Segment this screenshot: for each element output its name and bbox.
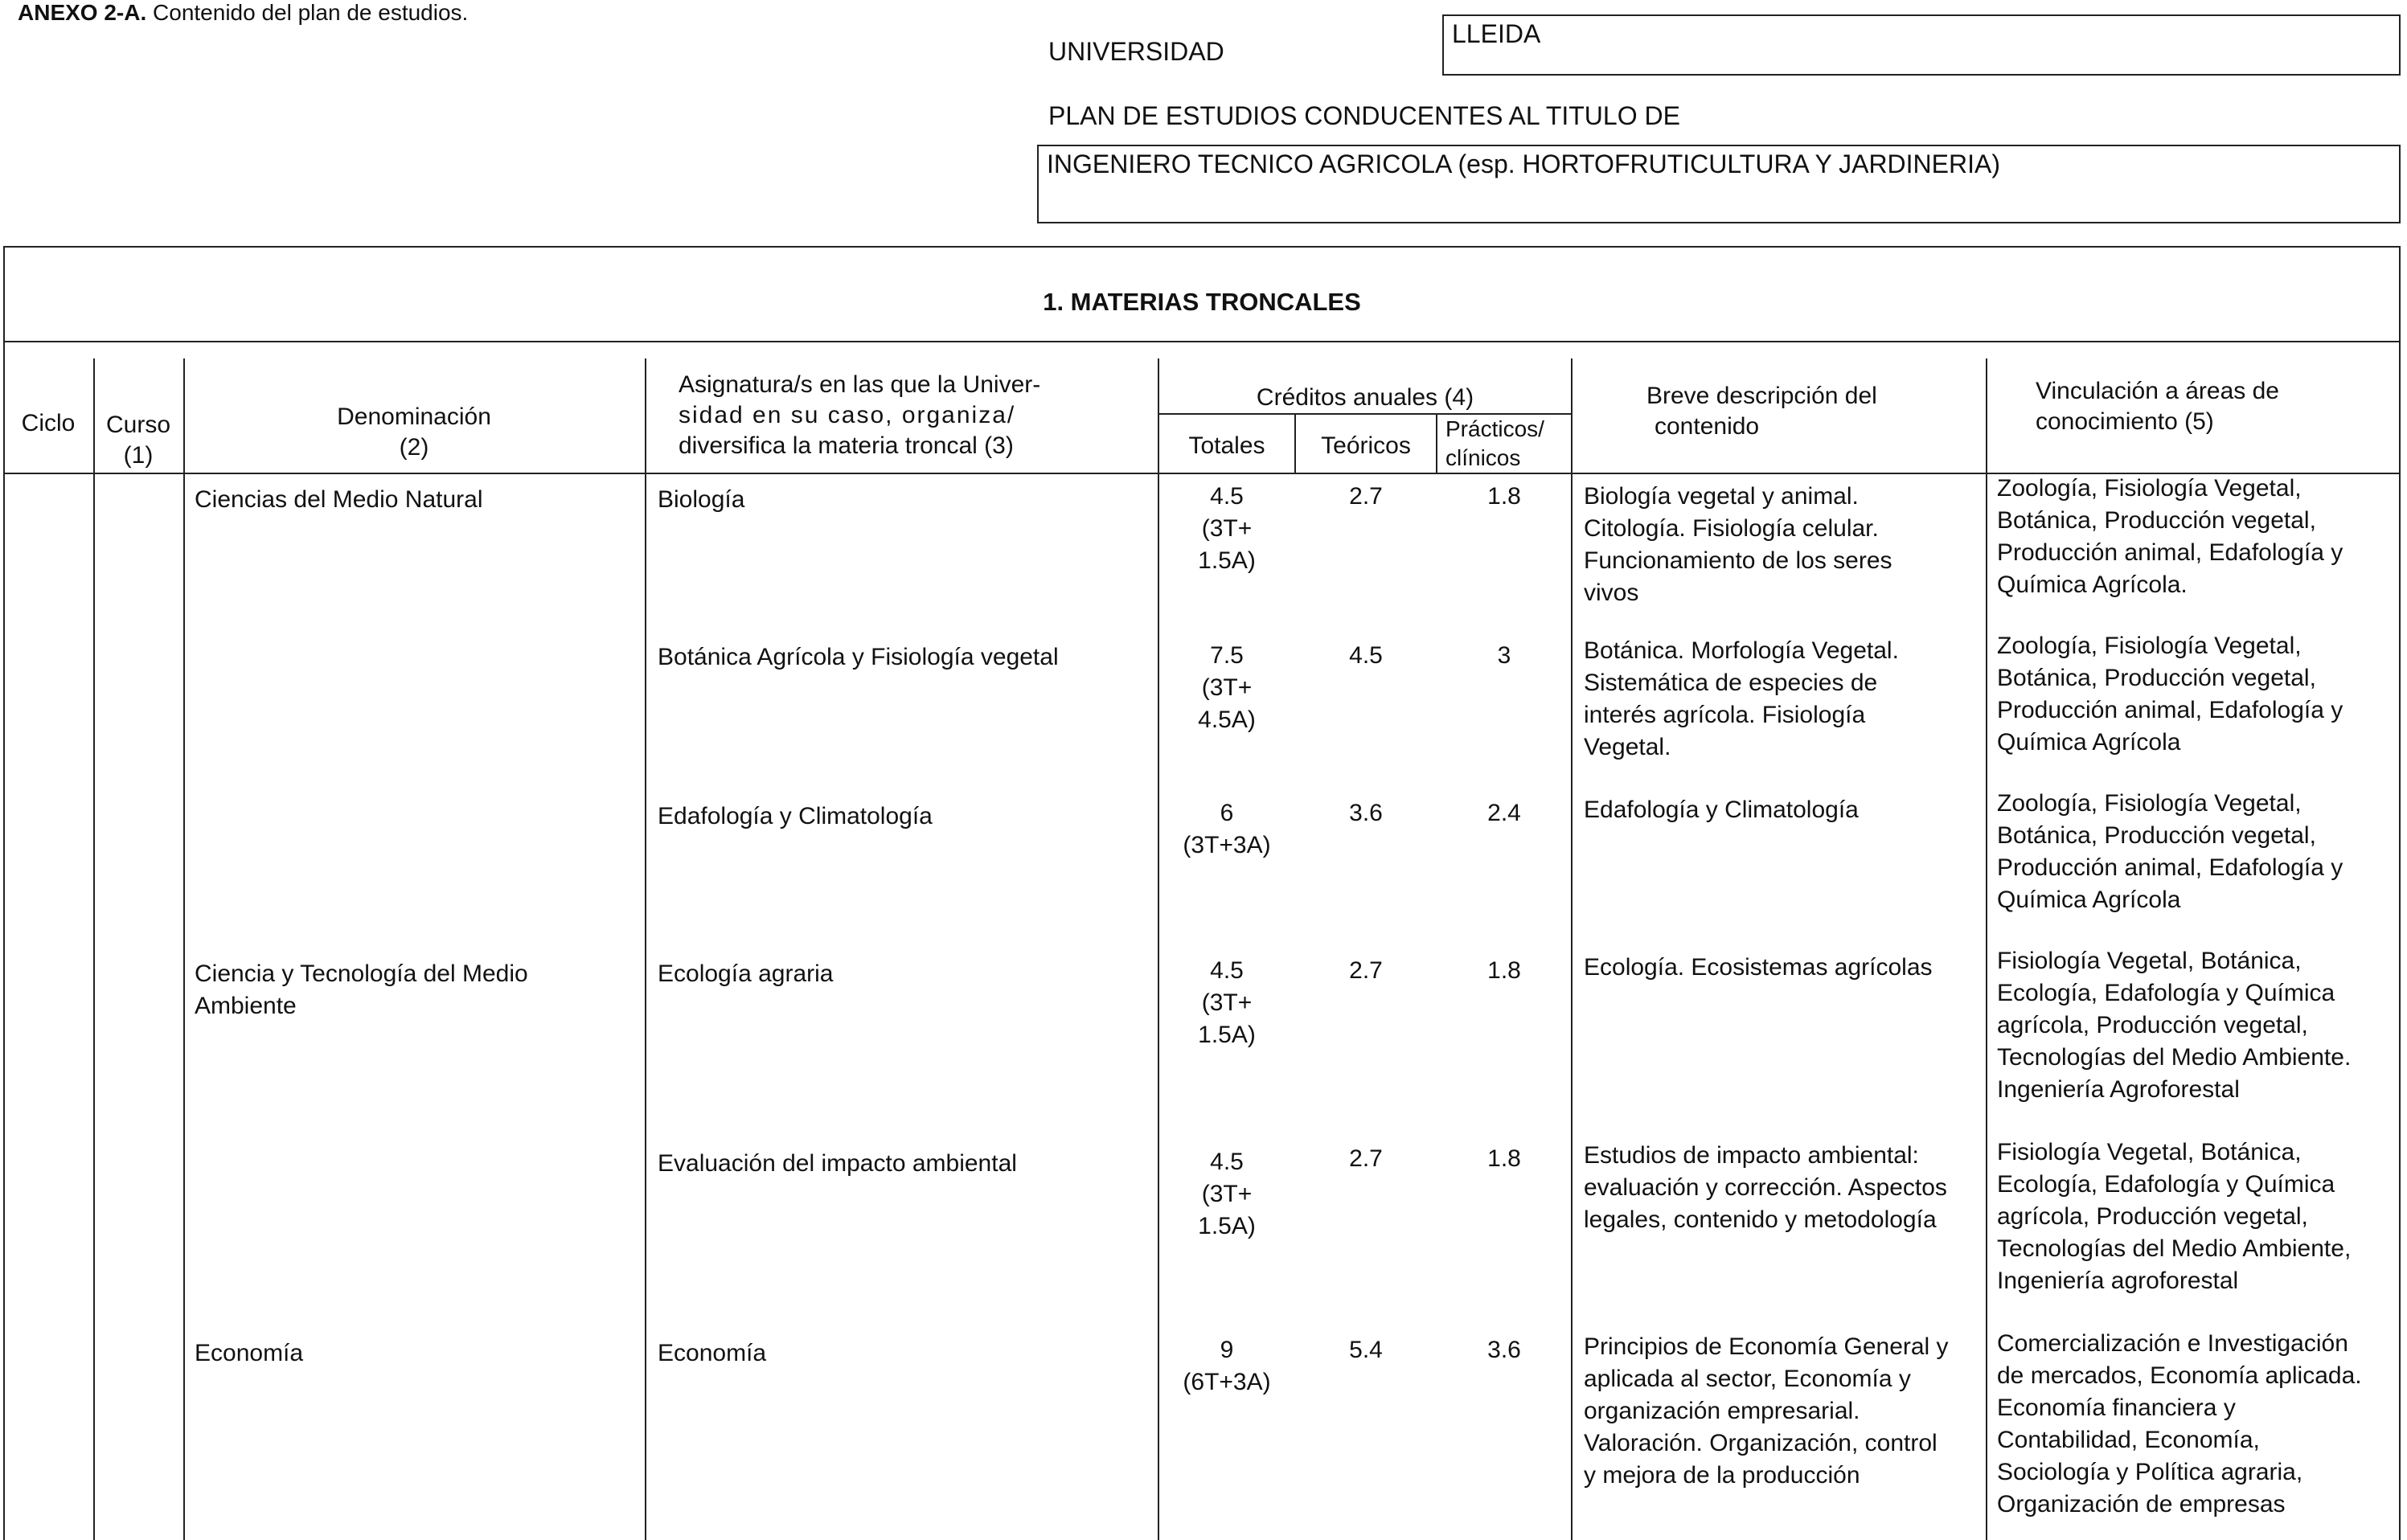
row-descripcion xyxy=(1584,952,1981,984)
cell-line: interés agrícola. Fisiología xyxy=(1584,702,1866,728)
cell-line: Química Agrícola. xyxy=(1997,571,2188,598)
cell-line: Fisiología Vegetal, Botánica, xyxy=(1997,948,2302,974)
row-denominacion xyxy=(195,1337,637,1370)
header-vinculacion xyxy=(2036,376,2389,437)
row-teoricos: 2.7 xyxy=(1349,483,1383,510)
cell-line: Química Agrícola xyxy=(1997,729,2181,756)
header-ciclo: Ciclo xyxy=(21,410,76,436)
universidad-value: LLEIDA xyxy=(1452,19,1541,48)
row-teoricos: 4.5 xyxy=(1349,642,1383,669)
header-denominacion-line: (2) xyxy=(399,434,429,461)
col-line-6-header xyxy=(1436,413,1437,474)
col-line-1 xyxy=(93,358,95,1540)
header-curso xyxy=(93,410,183,471)
row-vinculacion xyxy=(1997,473,2399,601)
cell-line: Ingeniería Agroforestal xyxy=(1997,1076,2240,1103)
cell-line: (6T+3A) xyxy=(1183,1369,1271,1395)
row-descripcion xyxy=(1584,481,1981,609)
row-vinculacion xyxy=(1997,945,2399,1106)
title-divider xyxy=(3,341,2401,342)
cell-line: Citología. Fisiología celular. xyxy=(1584,515,1879,542)
cell-line: Sistemática de especies de xyxy=(1584,670,1878,696)
cell-line: Zoología, Fisiología Vegetal, xyxy=(1997,475,2302,502)
cell-line: Economía xyxy=(658,1340,767,1366)
cell-line: evaluación y corrección. Aspectos xyxy=(1584,1174,1947,1201)
header-asignatura-line: sidad en su caso, organiza/ xyxy=(679,402,1016,428)
cell-line: Botánica, Producción vegetal, xyxy=(1997,507,2316,534)
col-line-7 xyxy=(1571,358,1573,1540)
row-denominacion xyxy=(195,484,637,516)
cell-line: Evaluación del impacto ambiental xyxy=(658,1150,1017,1177)
cell-line: Tecnologías del Medio Ambiente, xyxy=(1997,1235,2352,1262)
cell-line: Ecología agraria xyxy=(658,960,834,987)
cell-line: Ingeniería agroforestal xyxy=(1997,1268,2239,1294)
cell-line: Producción animal, Edafología y xyxy=(1997,854,2343,881)
row-teoricos: 2.7 xyxy=(1349,1145,1383,1172)
universidad-field xyxy=(1442,14,2401,76)
row-practicos: 1.8 xyxy=(1487,957,1521,984)
cell-line: Economía xyxy=(195,1340,304,1366)
row-teoricos: 3.6 xyxy=(1349,800,1383,826)
row-descripcion xyxy=(1584,635,1981,764)
cell-line: (3T+ xyxy=(1201,674,1253,701)
header-descripcion-line: Breve descripción del xyxy=(1646,383,1877,409)
row-totales xyxy=(1159,955,1294,1051)
col-line-8 xyxy=(1986,358,1987,1540)
row-totales xyxy=(1159,640,1294,736)
col-line-3 xyxy=(645,358,646,1540)
cell-line: Edafología y Climatología xyxy=(658,803,933,829)
header-descripcion-line: contenido xyxy=(1655,413,1760,440)
header-creditos: Créditos anuales (4) xyxy=(1256,384,1474,411)
plan-field xyxy=(1037,145,2401,223)
cell-line: Biología xyxy=(658,486,745,513)
cell-line: Producción animal, Edafología y xyxy=(1997,697,2343,723)
cell-line: (3T+ xyxy=(1201,1181,1253,1207)
cell-line: 6 xyxy=(1220,800,1234,826)
row-vinculacion xyxy=(1997,630,2399,759)
cell-line: de mercados, Economía aplicada. xyxy=(1997,1362,2362,1389)
cell-line: Producción animal, Edafología y xyxy=(1997,539,2343,566)
cell-line: Zoología, Fisiología Vegetal, xyxy=(1997,633,2302,659)
row-totales xyxy=(1159,1146,1294,1243)
cell-line: Ecología, Edafología y Química xyxy=(1997,1171,2335,1198)
header-denominacion-line: Denominación xyxy=(337,403,491,430)
row-asignatura xyxy=(658,484,1148,516)
cell-line: Funcionamiento de los seres xyxy=(1584,547,1892,574)
row-descripcion xyxy=(1584,1140,1981,1236)
annex-text: Contenido del plan de estudios. xyxy=(146,0,469,25)
cell-line: agrícola, Producción vegetal, xyxy=(1997,1012,2308,1038)
cell-line: Organización de empresas xyxy=(1997,1491,2286,1517)
header-curso-line: Curso xyxy=(105,412,171,438)
cell-line: Botánica, Producción vegetal, xyxy=(1997,665,2316,691)
cell-line: Ecología. Ecosistemas agrícolas xyxy=(1584,954,1933,981)
row-teoricos: 5.4 xyxy=(1349,1337,1383,1363)
row-teoricos: 2.7 xyxy=(1349,957,1383,984)
header-totales: Totales xyxy=(1188,432,1265,459)
cell-line: Economía financiera y xyxy=(1997,1395,2236,1421)
header-descripcion xyxy=(1646,381,1976,442)
cell-line: agrícola, Producción vegetal, xyxy=(1997,1203,2308,1230)
header-practicos-line: clínicos xyxy=(1445,445,1521,470)
row-totales xyxy=(1159,481,1294,577)
cell-line: Principios de Economía General y xyxy=(1584,1333,1949,1360)
universidad-label: UNIVERSIDAD xyxy=(1048,37,1224,66)
row-totales xyxy=(1159,797,1294,862)
row-practicos: 3.6 xyxy=(1487,1337,1521,1363)
header-teoricos: Teóricos xyxy=(1321,432,1411,459)
cell-line: Edafología y Climatología xyxy=(1584,797,1859,823)
header-practicos-line: Prácticos/ xyxy=(1445,416,1544,441)
row-vinculacion xyxy=(1997,1328,2399,1521)
row-practicos: 1.8 xyxy=(1487,1145,1521,1172)
row-vinculacion xyxy=(1997,788,2399,916)
cell-line: 7.5 xyxy=(1210,642,1244,669)
header-asignatura xyxy=(679,370,1145,461)
row-practicos: 2.4 xyxy=(1487,800,1521,826)
header-vinculacion-line: Vinculación a áreas de xyxy=(2036,378,2279,404)
row-denominacion xyxy=(195,958,637,1022)
cell-line: Contabilidad, Economía, xyxy=(1997,1427,2260,1453)
cell-line: 4.5A) xyxy=(1198,707,1256,733)
cell-line: Ciencia y Tecnología del Medio xyxy=(195,960,528,987)
header-asignatura-line: Asignatura/s en las que la Univer- xyxy=(679,371,1041,398)
plan-label: PLAN DE ESTUDIOS CONDUCENTES AL TITULO DE xyxy=(1048,101,1680,130)
cell-line: Zoología, Fisiología Vegetal, xyxy=(1997,790,2302,817)
plan-value: INGENIERO TECNICO AGRICOLA (esp. HORTOFRUTICULTURA Y JARDINERIA) xyxy=(1047,149,2000,178)
row-practicos: 3 xyxy=(1497,642,1511,669)
table-title: 1. MATERIAS TRONCALES xyxy=(1043,288,1361,316)
cell-line: Botánica Agrícola y Fisiología vegetal xyxy=(658,644,1059,670)
cell-line: (3T+ xyxy=(1201,515,1253,542)
header-asignatura-line: diversifica la materia troncal (3) xyxy=(679,432,1014,459)
annex-label: ANEXO 2-A. xyxy=(18,0,147,25)
cell-line: Ambiente xyxy=(195,993,297,1019)
cell-line: Valoración. Organización, control xyxy=(1584,1430,1937,1456)
cell-line: 4.5 xyxy=(1210,957,1244,984)
row-asignatura xyxy=(658,1148,1148,1180)
cell-line: Ciencias del Medio Natural xyxy=(195,486,483,513)
cell-line: Ecología, Edafología y Química xyxy=(1997,980,2335,1006)
cell-line: Fisiología Vegetal, Botánica, xyxy=(1997,1139,2302,1165)
header-curso-line: (1) xyxy=(123,442,154,469)
cell-line: (3T+ xyxy=(1201,989,1253,1016)
row-descripcion xyxy=(1584,794,1981,826)
cell-line: 1.5A) xyxy=(1198,547,1256,574)
cell-line: y mejora de la producción xyxy=(1584,1462,1860,1489)
row-vinculacion xyxy=(1997,1137,2399,1297)
col-line-2 xyxy=(183,358,185,1540)
header-vinculacion-line: conocimiento (5) xyxy=(2036,408,2214,435)
row-descripcion xyxy=(1584,1331,1981,1492)
cell-line: vivos xyxy=(1584,580,1639,606)
cell-line: Química Agrícola xyxy=(1997,887,2181,913)
cell-line: organización empresarial. xyxy=(1584,1398,1860,1424)
cell-line: Tecnologías del Medio Ambiente. xyxy=(1997,1044,2352,1071)
cell-line: Vegetal. xyxy=(1584,734,1671,760)
cell-line: Comercialización e Investigación xyxy=(1997,1330,2348,1357)
cell-line: 9 xyxy=(1220,1337,1234,1363)
header-practicos xyxy=(1445,415,1571,473)
row-asignatura xyxy=(658,641,1148,674)
row-asignatura xyxy=(658,958,1148,990)
annex-heading xyxy=(18,0,468,26)
row-totales xyxy=(1159,1334,1294,1399)
cell-line: Biología vegetal y animal. xyxy=(1584,483,1859,510)
cell-line: 4.5 xyxy=(1210,483,1244,510)
row-practicos: 1.8 xyxy=(1487,483,1521,510)
header-denominacion xyxy=(183,402,645,463)
cell-line: 1.5A) xyxy=(1198,1213,1256,1239)
cell-line: 4.5 xyxy=(1210,1149,1244,1175)
cell-line: 1.5A) xyxy=(1198,1022,1256,1048)
cell-line: Botánica, Producción vegetal, xyxy=(1997,822,2316,849)
row-asignatura xyxy=(658,801,1148,833)
cell-line: (3T+3A) xyxy=(1183,832,1271,858)
cell-line: legales, contenido y metodología xyxy=(1584,1206,1937,1233)
cell-line: Sociología y Política agraria, xyxy=(1997,1459,2303,1485)
cell-line: Botánica. Morfología Vegetal. xyxy=(1584,637,1899,664)
cell-line: Estudios de impacto ambiental: xyxy=(1584,1142,1919,1169)
cell-line: aplicada al sector, Economía y xyxy=(1584,1366,1911,1392)
row-asignatura xyxy=(658,1337,1148,1370)
